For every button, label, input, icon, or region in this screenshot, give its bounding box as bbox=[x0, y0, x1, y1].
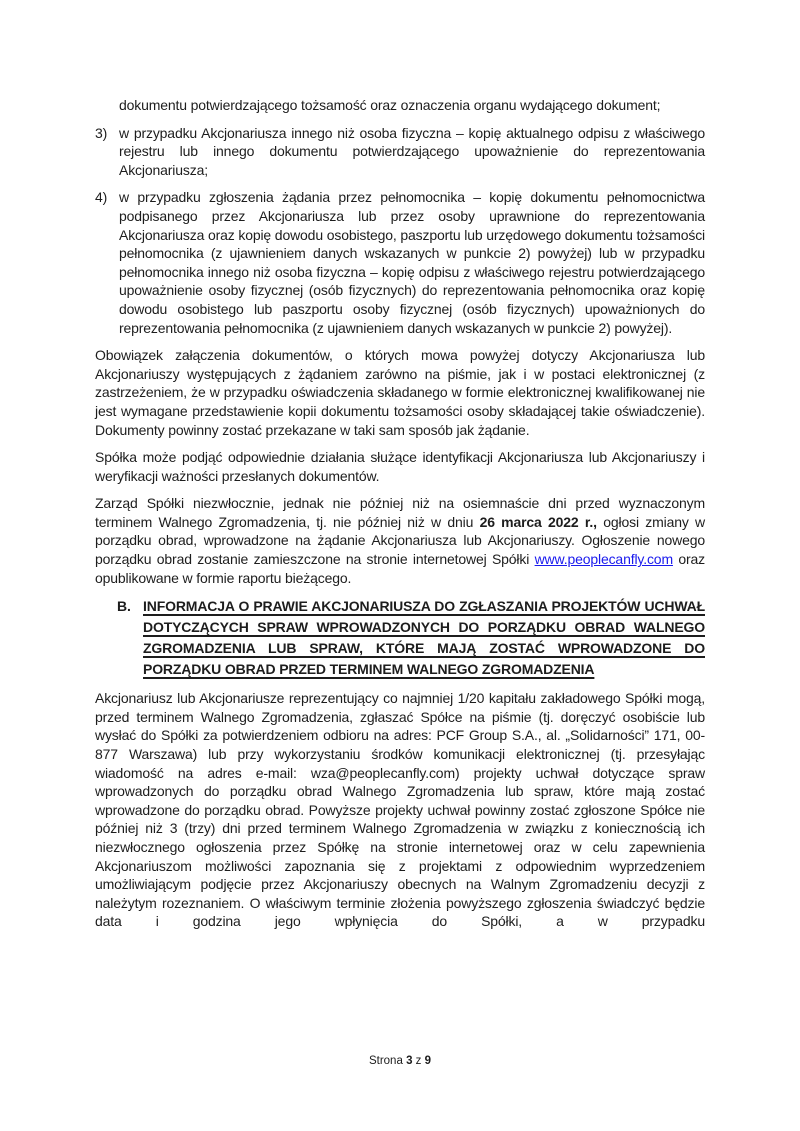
list-item-4 bbox=[95, 188, 705, 337]
paragraph-board-announcement bbox=[95, 494, 705, 587]
page-footer bbox=[0, 1054, 800, 1068]
paragraph-obligation-text: Obowiązek załączenia dokumentów, o których mowa powyżej dotyczy Akcjonariusza lub Akcjonariuszy występujących z żądaniem zarówno na piśmie, jak i w postaci elektronicznej (z zastrzeżeniem, że w przypadku oświadczenia składanego w formie elektronicznej kwalifikowanej nie jest wymagane przedstawienie kopii dokumentu tożsamości osoby składającej takie oświadczenie). Dokumenty powinny zostać przekazane w taki sam sposób jak żądanie. bbox=[95, 347, 705, 438]
board-text-part2: ogłosi zmiany w porządku obrad, wprowadzone na żądanie Akcjonariusza lub Akcjonariuszy. Ogłoszenie nowego porządku obrad zostanie zamieszczone na stronie internetowej Spółki bbox=[95, 513, 706, 568]
board-text-part1: Zarząd Spółki niezwłocznie, jednak nie później niż na osiemnaście dni przed wyznaczonym terminem Walnego Zgromadzenia, tj. nie później niż w dniu bbox=[95, 495, 705, 530]
board-text-part3: oraz opublikowane w formie raportu bieżącego. bbox=[95, 551, 705, 586]
footer-prefix: Strona bbox=[368, 1055, 403, 1067]
peoplecanfly-link[interactable]: www.peoplecanfly.com bbox=[534, 551, 673, 568]
list-marker-4: 4) bbox=[95, 189, 108, 206]
list-item-3 bbox=[95, 124, 705, 180]
list-item-4-text: w przypadku zgłoszenia żądania przez pełnomocnika – kopię dokumentu pełnomocnictwa podpisanego przez Akcjonariusza lub przez osoby uprawnione do reprezentowania Akcjonariusza oraz kopię dowodu osobistego, paszportu lub urzędowego dokumentu tożsamości pełnomocnika (z ujawnieniem danych wskazanych w punkcie 2) powyżej) lub w przypadku pełnomocnika innego niż osoba fizyczna – kopię odpisu z właściwego rejestru potwierdzającego upoważnienie osoby fizycznej (osób fizycznych) do reprezentowania pełnomocnika oraz kopię dowodu osobistego lub paszportu osoby fizycznej (osób fizycznych) upoważnionych do reprezentowania pełnomocnika (z ujawnieniem danych wskazanych w punkcie 2) powyżej). bbox=[119, 189, 705, 336]
footer-separator: z bbox=[415, 1055, 422, 1067]
paragraph-item2-continuation bbox=[95, 96, 705, 115]
list-marker-3: 3) bbox=[95, 124, 108, 141]
continuation-text: dokumentu potwierdzającego tożsamość oraz oznaczenia organu wydającego dokument; bbox=[119, 97, 661, 113]
section-b-marker: B. bbox=[117, 598, 131, 615]
deadline-date: 26 marca 2022 r., bbox=[479, 513, 597, 530]
paragraph-obligation bbox=[95, 346, 705, 439]
document-body bbox=[95, 96, 705, 940]
paragraph-company-actions-text: Spółka może podjąć odpowiednie działania służące identyfikacji Akcjonariusza lub Akcjonariuszy i weryfikacji ważności przesłanych dokumentów. bbox=[95, 449, 705, 484]
section-b-title: INFORMACJA O PRAWIE AKCJONARIUSZA DO ZGŁASZANIA PROJEKTÓW UCHWAŁ DOTYCZĄCYCH SPRAW WPROWADZONYCH DO PORZĄDKU OBRAD WALNEGO ZGROMADZENIA LUB SPRAW, KTÓRE MAJĄ ZOSTAĆ WPROWADZONE DO PORZĄDKU OBRAD PRZED TERMINEM WALNEGO ZGROMADZENIA bbox=[143, 598, 705, 678]
list-item-3-text: w przypadku Akcjonariusza innego niż osoba fizyczna – kopię aktualnego odpisu z właściwego rejestru lub innego dokumentu potwierdzającego upoważnienie do reprezentowania Akcjonariusza; bbox=[119, 124, 705, 178]
paragraph-final bbox=[95, 689, 705, 931]
paragraph-final-text: Akcjonariusz lub Akcjonariusze reprezentujący co najmniej 1/20 kapitału zakładowego Spółki mogą, przed terminem Walnego Zgromadzenia, zgłaszać Spółce na piśmie (tj. doręczyć osobiście lub wysłać do Spółki za potwierdzeniem odbioru na adres: PCF Group S.A., al. „Solidarności” 171, 00-877 Warszawa) lub przy wykorzystaniu środków komunikacji elektronicznej (tj. przesyłając wiadomość na adres e-mail: wza@peoplecanfly.com) projekty uchwał dotyczące spraw wprowadzonych do porządku obrad Walnego Zgromadzenia lub spraw, które mają zostać wprowadzone do porządku obrad. Powyższe projekty uchwał powinny zostać zgłoszone Spółce nie później niż 3 (trzy) dni przed terminem Walnego Zgromadzenia w związku z koniecznością ich niezwłocznego ogłoszenia przez Spółkę na stronie internetowej oraz w celu zapewnienia Akcjonariuszom możliwości zapoznania się z projektami z odpowiednim wyprzedzeniem umożliwiającym podjęcie przez Akcjonariuszy obecnych na Walnym Zgromadzeniu decyzji z należytym rozeznaniem. O właściwym terminie złożenia powyższego zgłoszenia świadczyć będzie data i godzina jego wpłynięcia do Spółki, a w przypadku bbox=[95, 690, 705, 930]
section-b-heading bbox=[95, 596, 705, 680]
paragraph-company-actions bbox=[95, 448, 705, 485]
footer-page-number: 3 bbox=[406, 1055, 413, 1067]
footer-total-pages: 9 bbox=[424, 1055, 432, 1067]
